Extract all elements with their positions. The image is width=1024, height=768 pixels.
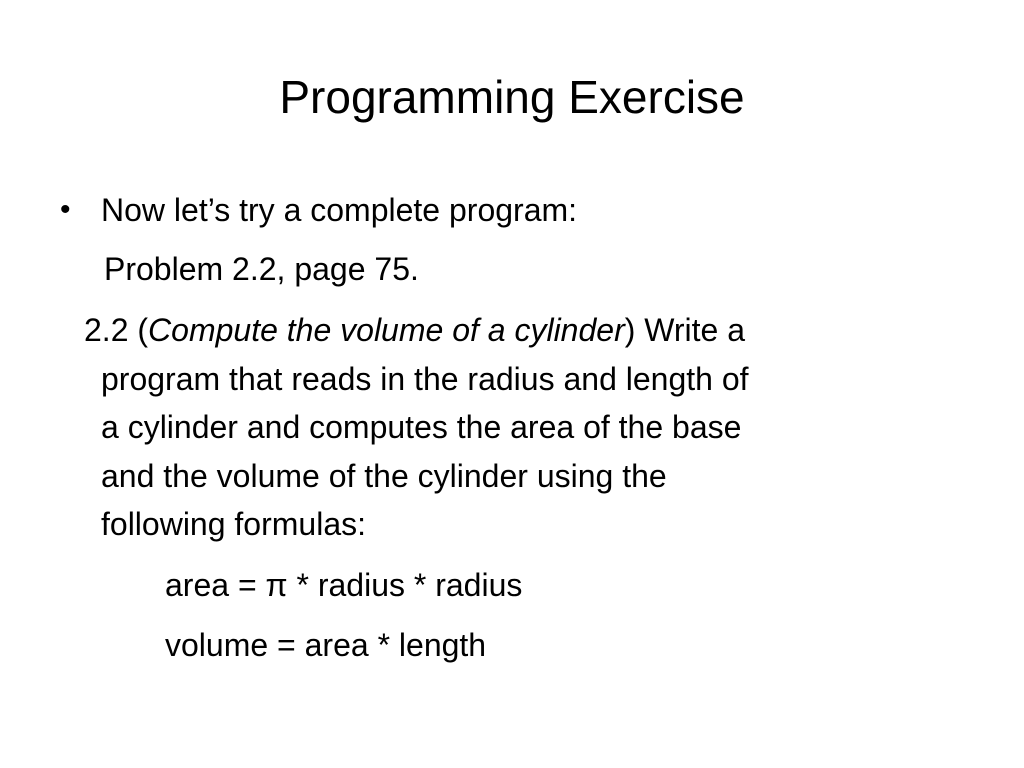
problem-reference: Problem 2.2, page 75. [104,251,419,287]
problem-statement-line-1 [84,306,745,354]
problem-statement-line-2: program that reads in the radius and length of [101,361,749,397]
problem-statement-line-3: a cylinder and computes the area of the base [101,409,742,445]
slide-title: Programming Exercise [279,71,745,123]
formula-area: area = π * radius * radius [165,567,523,603]
intro-line: Now let’s try a complete program: [101,192,578,228]
formula-volume: volume = area * length [165,627,487,663]
problem-statement-line-5: following formulas: [101,506,366,542]
problem-statement-line-4: and the volume of the cylinder using the [101,458,667,494]
problem-title: Compute the volume of a cylinder [148,312,625,348]
problem-prefix: 2.2 ( [84,312,149,348]
problem-suffix: ) Write a [624,312,746,348]
bullet-marker: • [60,193,71,226]
